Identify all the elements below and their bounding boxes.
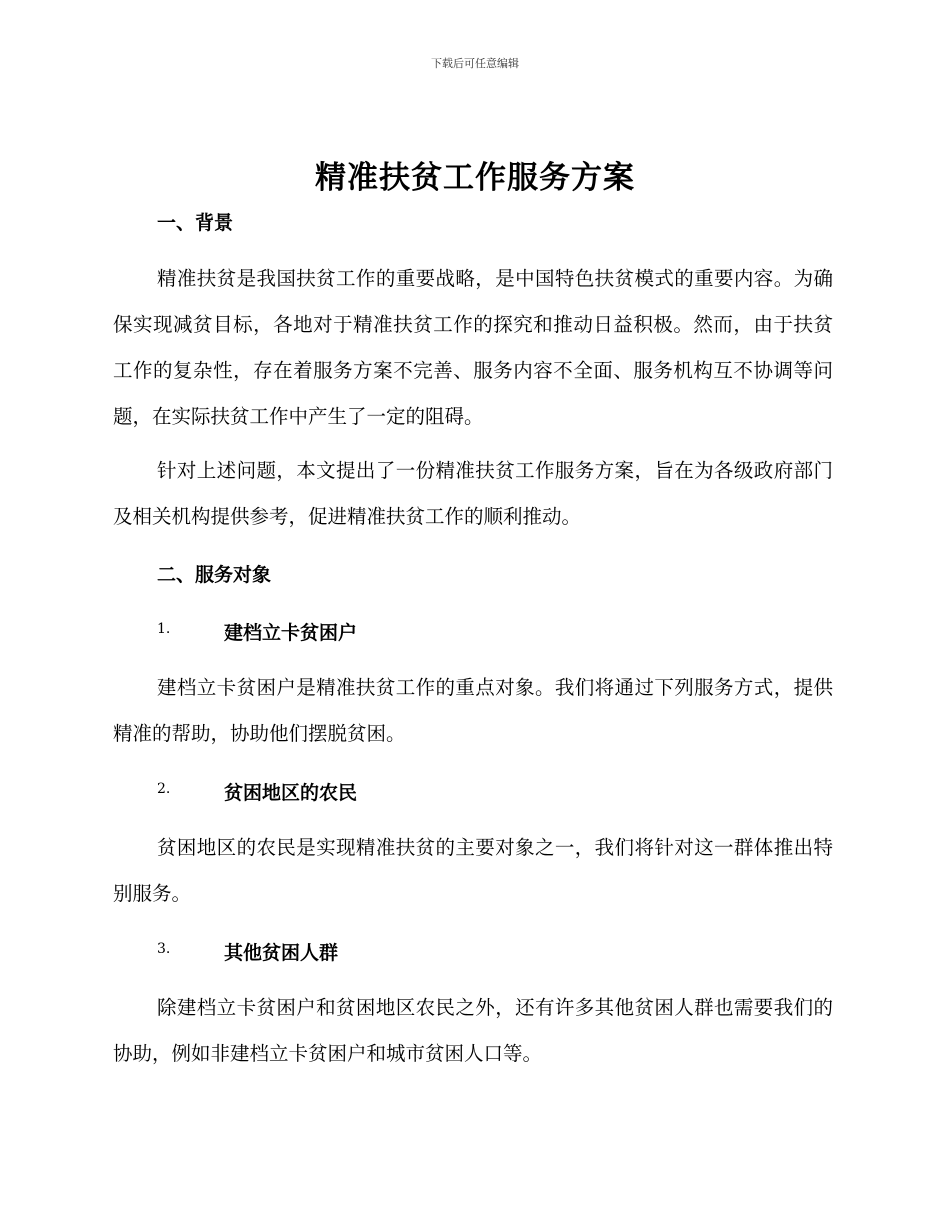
header-note: 下载后可任意编辑 (431, 57, 519, 70)
list-item-label: 其他贫困人群 (224, 942, 339, 964)
section-heading-service-targets: 二、服务对象 (157, 564, 272, 586)
list-item-label: 建档立卡贫困户 (224, 622, 358, 644)
list-item-number: 3. (157, 941, 171, 957)
list-item-paragraph: 除建档立卡贫困户和贫困地区农民之外，还有许多其他贫困人群也需要我们的协助，例如非建档立卡贫困户和城市贫困人口等。 (113, 996, 833, 1065)
section-heading-background: 一、背景 (157, 212, 234, 234)
paragraph-background-1: 精准扶贫是我国扶贫工作的重要战略，是中国特色扶贫模式的重要内容。为确保实现减贫目标，各地对于精准扶贫工作的探究和推动日益积极。然而，由于扶贫工作的复杂性，存在着服务方案不完善、服务内容不全面、服务机构互不协调等问题，在实际扶贫工作中产生了一定的阻碍。 (113, 267, 833, 428)
list-item-paragraph: 贫困地区的农民是实现精准扶贫的主要对象之一，我们将针对这一群体推出特别服务。 (113, 836, 833, 905)
list-item-label: 贫困地区的农民 (224, 782, 358, 804)
document-title: 精准扶贫工作服务方案 (315, 160, 635, 196)
list-item-number: 2. (157, 781, 171, 797)
list-item-number: 1. (157, 621, 171, 637)
paragraph-background-2: 针对上述问题，本文提出了一份精准扶贫工作服务方案，旨在为各级政府部门及相关机构提供参考，促进精准扶贫工作的顺利推动。 (113, 459, 833, 528)
list-item-paragraph: 建档立卡贫困户是精准扶贫工作的重点对象。我们将通过下列服务方式，提供精准的帮助，协助他们摆脱贫困。 (113, 676, 833, 745)
